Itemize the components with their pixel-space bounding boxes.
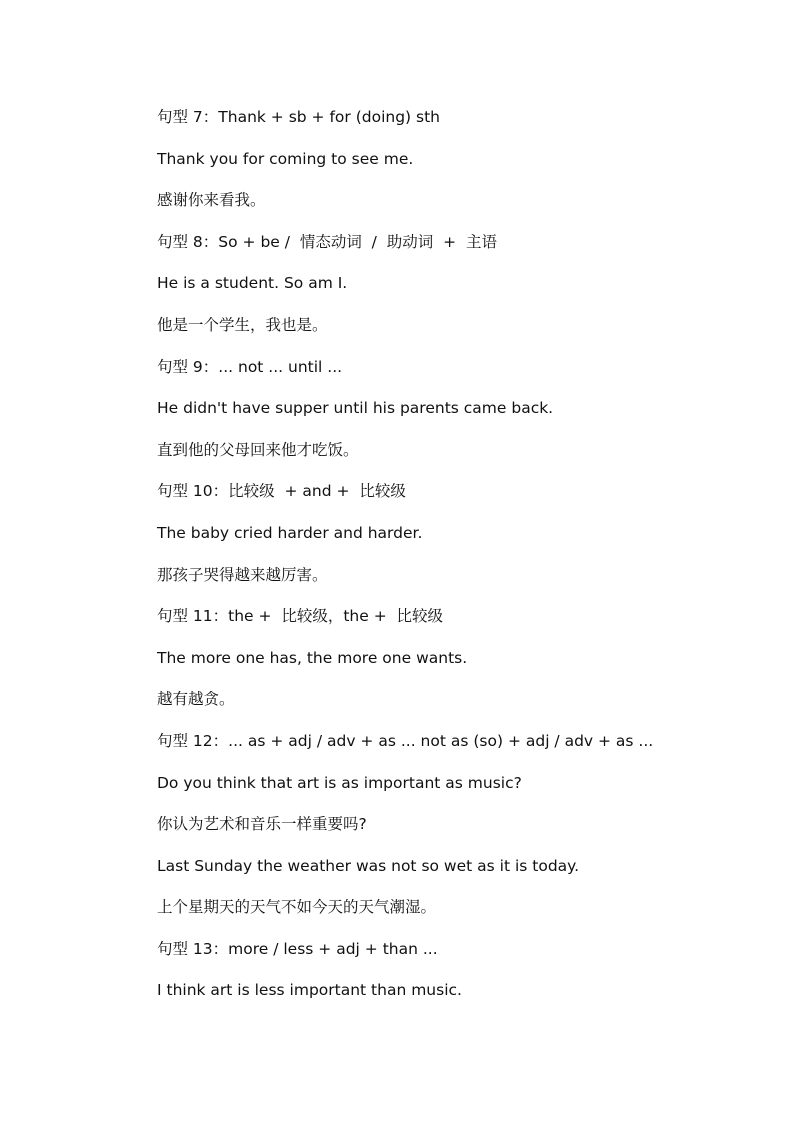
pattern-10-example-en: The baby cried harder and harder. (157, 523, 423, 542)
pattern-12-example-2-zh: 上个星期天的天气不如今天的天气潮湿。 (157, 898, 437, 917)
pattern-11-example-en: The more one has, the more one wants. (157, 648, 468, 667)
pattern-12-example-1-en: Do you think that art is as important as music? (157, 773, 522, 792)
pattern-13-heading: 句型 13：more / less + adj + than ... (157, 939, 438, 958)
pattern-9-heading: 句型 9：... not ... until ... (157, 357, 343, 376)
pattern-7-example-zh: 感谢你来看我。 (157, 191, 266, 210)
pattern-9-example-zh: 直到他的父母回来他才吃饭。 (157, 440, 359, 459)
pattern-8-heading: 句型 8：So + be / 情态动词 / 助动词 + 主语 (157, 232, 497, 251)
pattern-11-example-zh: 越有越贪。 (157, 690, 235, 709)
pattern-12-example-2-en: Last Sunday the weather was not so wet as it is today. (157, 856, 580, 875)
document-body (157, 105, 717, 1020)
pattern-10-example-zh: 那孩子哭得越来越厉害。 (157, 565, 328, 584)
pattern-8-example-zh: 他是一个学生，我也是。 (157, 315, 328, 334)
pattern-10-heading: 句型 10：比较级 + and + 比较级 (157, 482, 406, 501)
pattern-13-example-en: I think art is less important than music. (157, 981, 462, 1000)
pattern-7-example-en: Thank you for coming to see me. (157, 149, 414, 168)
pattern-11-heading: 句型 11：the + 比较级，the + 比较级 (157, 607, 444, 626)
pattern-7-heading: 句型 7：Thank + sb + for (doing) sth (157, 108, 441, 126)
pattern-8-example-en: He is a student. So am I. (157, 274, 348, 293)
pattern-12-example-1-zh: 你认为艺术和音乐一样重要吗? (157, 815, 367, 834)
pattern-9-example-en: He didn't have supper until his parents came back. (157, 399, 554, 418)
pattern-12-heading: 句型 12：... as + adj / adv + as ... not as (so) + adj / adv + as ... (157, 731, 654, 750)
